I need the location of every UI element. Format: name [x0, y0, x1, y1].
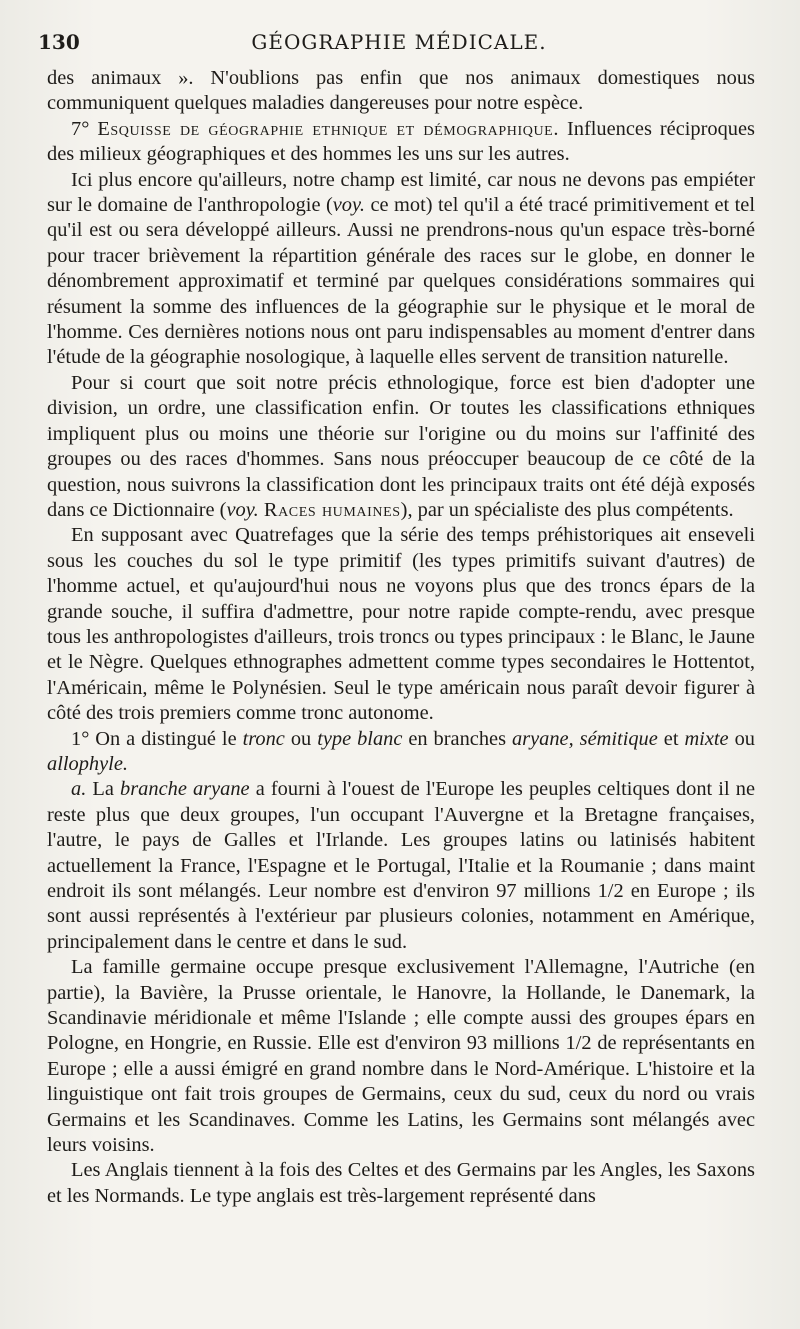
- italic-text: voy.: [226, 498, 259, 521]
- paragraph: [47, 955, 755, 1158]
- paragraph: [47, 66, 755, 117]
- paragraph: [47, 168, 755, 371]
- text-run: Influences réciproques des milieux géographiques et des hommes les uns sur les autres.: [47, 117, 755, 166]
- paragraph: [47, 117, 755, 168]
- text-run: en branches: [402, 727, 512, 750]
- text-run: a fourni à l'ouest de l'Europe les peuples celtiques dont il ne reste plus que deux groupes, l'un occupant l'Auvergne et la Bretagne françaises, l'autre, le pays de Galles et l'Irlande. Les groupes latins ou latinisés habitent actuellement la France, l'Espagne et le Portugal, l'Italie et la Roumanie ; dans maint endroit ils sont mélangés. Leur nombre est d'environ 97 millions 1/2 en Europe ; ils sont aussi représentés à l'extérieur par plusieurs colonies, notamment en Amérique, principalement dans le centre et dans le sud.: [47, 778, 755, 953]
- text-run: La famille germaine occupe presque exclusivement l'Allemagne, l'Autriche (en partie), la Bavière, la Prusse orientale, le Hanovre, la Hollande, le Danemark, la Scandinavie méridionale et même l'Islande ; elle compte aussi des groupes épars en Pologne, en Hongrie, en Russie. Elle est d'environ 93 millions 1/2 de représentants en Europe ; elle a aussi émigré en grand nombre dans le Nord-Amérique. L'histoire et la linguistique ont fait trois groupes de Germains, ceux du sud, ceux du nord ou vrais Germains et les Scandinaves. Comme les Latins, les Germains sont mélangés avec leurs voisins.: [47, 956, 755, 1157]
- paragraph: [47, 777, 755, 955]
- paragraph: [47, 727, 755, 778]
- italic-text: aryane, sémitique: [511, 727, 658, 750]
- body-text: [47, 66, 755, 1209]
- text-run: et: [657, 727, 685, 750]
- text-run: ce mot) tel qu'il a été tracé primitivement et tel qu'il est ou sera développé ailleurs. Aussi ne prendrons-nous qu'un espace très-borné pour tracer brièvement la répartition générale des races sur le globe, en donner le dénombrement approximatif et terminé par quelques considérations sommaires qui résument la somme des influences de la géographie sur le physique et le moral de l'homme. Ces dernières notions nous ont paru indispensables au moment d'entrer dans l'étude de la géographie nosologique, à laquelle elles servent de transition naturelle.: [47, 194, 755, 369]
- text-run: Pour si court que soit notre précis ethnologique, force est bien d'adopter une division, un ordre, une classification enfin. Or toutes les classifications ethniques impliquent plus ou moins une théorie sur l'origine ou du moins sur l'affinité des groupes ou des races d'hommes. Sans nous préoccuper beaucoup de ce côté de la question, nous suivrons la classification dont les principaux traits ont été déjà exposés dans ce Dictionnaire (: [47, 371, 755, 521]
- small-caps-text: Esquisse de géographie ethnique et démographique.: [97, 117, 560, 140]
- italic-text: a.: [71, 778, 87, 801]
- italic-text: allophyle.: [47, 752, 128, 775]
- small-caps-text: Races humaines: [263, 498, 401, 521]
- text-run: ou: [728, 727, 755, 750]
- text-run: En supposant avec Quatrefages que la série des temps préhistoriques ait enseveli sous les couches du sol le type primitif (les types primitifs suivant d'autres) de l'homme actuel, et qu'aujourd'hui nous ne voyons plus que des troncs épars de la grande souche, il suffira d'admettre, pour notre rapide compte-rendu, avec presque tous les anthropologistes d'ailleurs, trois troncs ou types principaux : le Blanc, le Jaune et le Nègre. Quelques ethnographes admettent comme types secondaires le Hottentot, l'Américain, même le Polynésien. Seul le type américain nous paraît devoir figurer à côté des trois premiers comme tronc autonome.: [47, 524, 755, 725]
- page-header: [38, 30, 760, 58]
- text-run: ), par un spécialiste des plus compétents.: [400, 498, 734, 521]
- text-run: Les Anglais tiennent à la fois des Celtes et des Germains par les Angles, les Saxons et les Normands. Le type anglais est très-largement représenté dans: [47, 1159, 755, 1207]
- text-run: des animaux ». N'oublions pas enfin que nos animaux domestiques nous communiquent quelques maladies dangereuses pour notre espèce.: [47, 67, 755, 115]
- italic-text: type blanc: [317, 727, 403, 750]
- text-run: 7°: [71, 117, 98, 140]
- paragraph: [47, 371, 755, 523]
- italic-text: tronc: [242, 727, 285, 750]
- text-run: Ici plus encore qu'ailleurs, notre champ est limité, car nous ne devons pas empiéter sur le domaine de l'anthropologie (: [47, 168, 755, 217]
- text-run: ou: [284, 727, 318, 750]
- italic-text: mixte: [684, 727, 729, 750]
- running-title: GÉOGRAPHIE MÉDICALE.: [251, 30, 547, 54]
- italic-text: branche aryane: [120, 778, 250, 801]
- paragraph: [47, 523, 755, 726]
- text-run: La: [86, 778, 121, 801]
- text-run: 1° On a distingué le: [71, 727, 243, 750]
- italic-text: voy.: [332, 194, 366, 217]
- paragraph: [47, 1158, 755, 1209]
- page-number: 130: [38, 30, 80, 54]
